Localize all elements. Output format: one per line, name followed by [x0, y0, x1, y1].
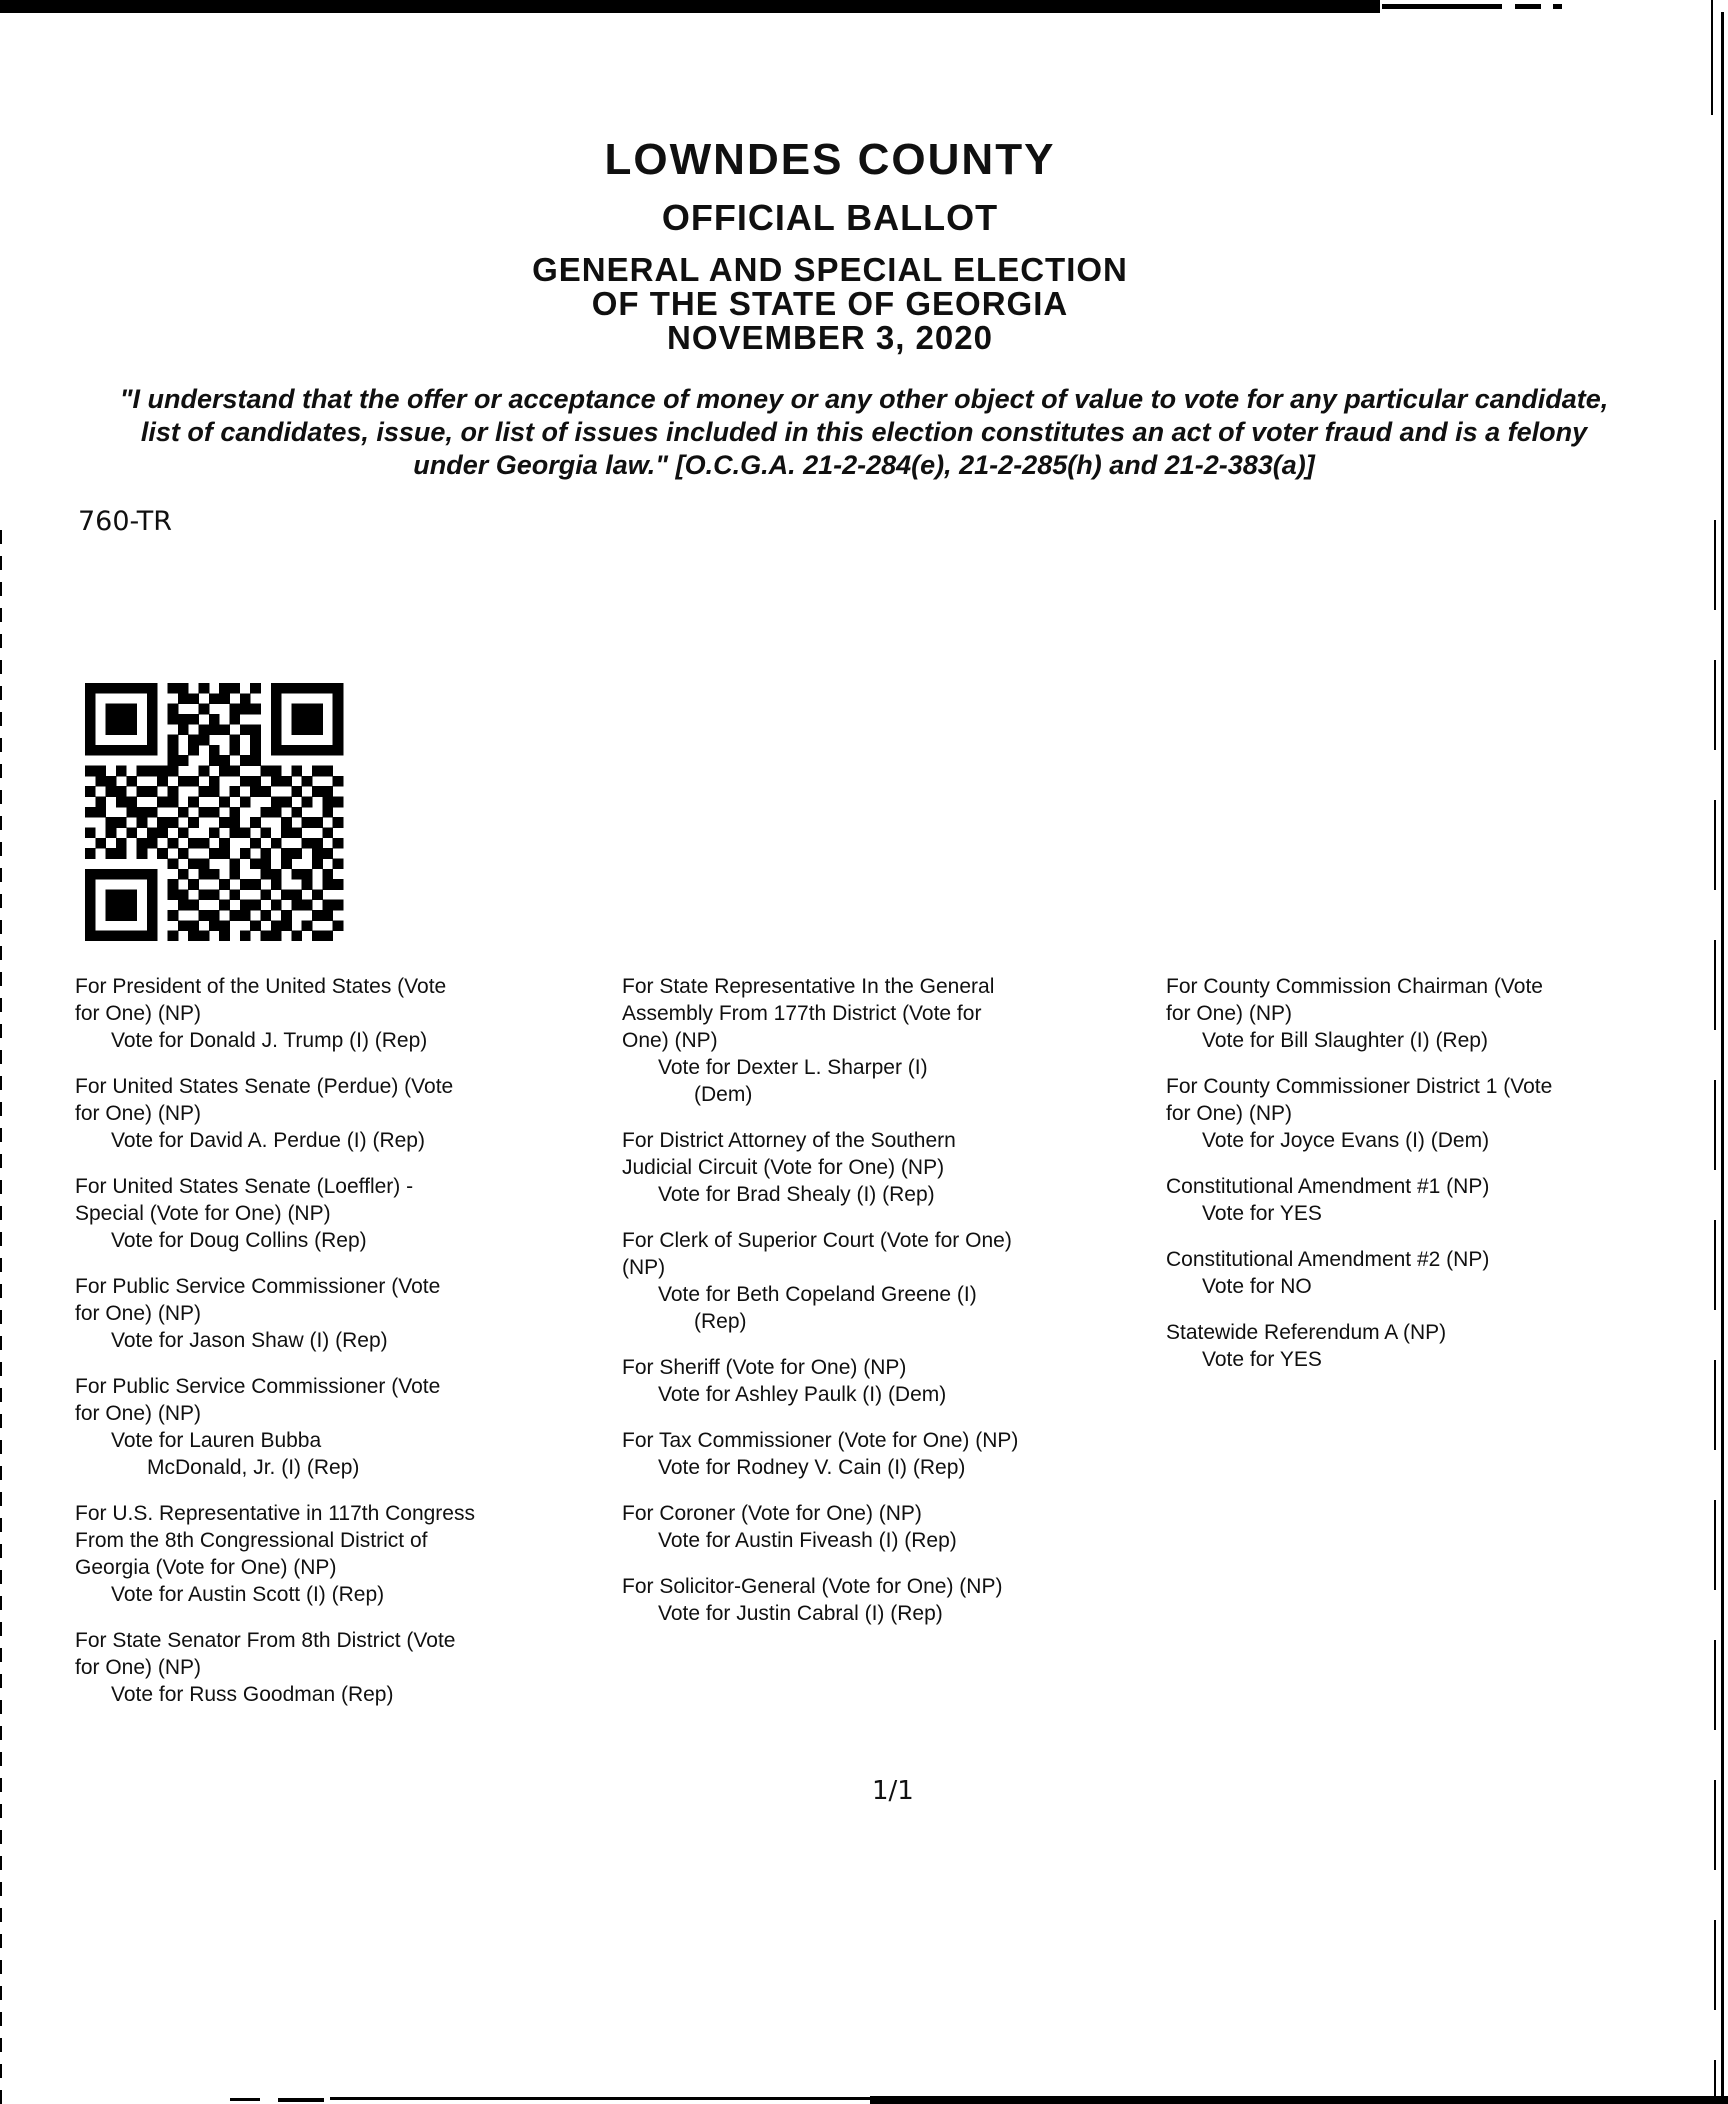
contest-title-line: Constitutional Amendment #2 (NP)	[1166, 1248, 1490, 1271]
ballot-header	[0, 135, 1660, 356]
election-date: NOVEMBER 3, 2020	[667, 319, 993, 356]
contest-block	[1166, 1246, 1552, 1300]
contest-block	[75, 973, 475, 1054]
contest-block	[622, 1127, 1018, 1208]
contest-title-line: For District Attorney of the Southern	[622, 1129, 956, 1152]
contest-block	[622, 1500, 1018, 1554]
scan-artifact-top-dash	[1553, 4, 1562, 9]
scan-artifact-bottom-dash	[230, 2098, 260, 2101]
disclaimer-line: under Georgia law." [O.C.G.A. 21-2-284(e), 21-2-285(h) and 21-2-383(a)]	[413, 450, 1315, 480]
contest-title-line: For State Senator From 8th District (Vote	[75, 1629, 456, 1652]
vote-result-line: Vote for Jason Shaw (I) (Rep)	[111, 1329, 388, 1352]
vote-result-line: Vote for Russ Goodman (Rep)	[111, 1683, 394, 1706]
contest-block	[1166, 1073, 1552, 1154]
contest-title-line: Georgia (Vote for One) (NP)	[75, 1556, 337, 1579]
contest-title-line: For United States Senate (Loeffler) -	[75, 1175, 414, 1198]
contest-title-line: For Solicitor-General (Vote for One) (NP)	[622, 1575, 1003, 1598]
scan-artifact-right-edge-top	[1711, 0, 1713, 115]
contest-title-line: Judicial Circuit (Vote for One) (NP)	[622, 1156, 945, 1179]
vote-result-line: Vote for Beth Copeland Greene (I)	[658, 1283, 977, 1306]
scan-artifact-bottom-line	[330, 2097, 870, 2100]
contest-title-line: For Public Service Commissioner (Vote	[75, 1275, 441, 1298]
precinct-code: 760-TR	[78, 506, 173, 537]
vote-result-continuation: McDonald, Jr. (I) (Rep)	[147, 1456, 360, 1479]
vote-result-line: Vote for Justin Cabral (I) (Rep)	[658, 1602, 943, 1625]
contest-title-line: For Clerk of Superior Court (Vote for One)	[622, 1229, 1012, 1252]
contest-block	[622, 1354, 1018, 1408]
vote-result-line: Vote for Lauren Bubba	[111, 1429, 322, 1452]
page-number: 1/1	[872, 1776, 914, 1806]
contest-title-line: for One) (NP)	[75, 1302, 202, 1325]
contest-block	[1166, 973, 1552, 1054]
contest-block	[1166, 1319, 1552, 1373]
contest-block	[75, 1073, 475, 1154]
contest-block	[75, 1627, 475, 1708]
contest-title-line: For Public Service Commissioner (Vote	[75, 1375, 441, 1398]
scan-artifact-left-edge	[0, 530, 2, 2104]
ballot-qr-code	[75, 683, 353, 941]
contest-title-line: for One) (NP)	[1166, 1102, 1293, 1125]
vote-result-line: Vote for Ashley Paulk (I) (Dem)	[658, 1383, 947, 1406]
vote-result-line: Vote for Bill Slaughter (I) (Rep)	[1202, 1029, 1488, 1052]
contest-block	[1166, 1173, 1552, 1227]
county-title: LOWNDES COUNTY	[604, 135, 1056, 184]
contest-title-line: For Tax Commissioner (Vote for One) (NP)	[622, 1429, 1019, 1452]
disclaimer-line: list of candidates, issue, or list of issues included in this election constitutes an act of voter fraud and is a felony	[140, 417, 1588, 447]
contest-title-line: for One) (NP)	[75, 1656, 202, 1679]
contest-title-line: for One) (NP)	[1166, 1002, 1293, 1025]
official-ballot-title: OFFICIAL BALLOT	[661, 197, 999, 238]
contest-block	[75, 1500, 475, 1608]
scan-artifact-top-bar	[0, 0, 1380, 13]
vote-result-continuation: (Rep)	[694, 1310, 747, 1333]
vote-result-line: Vote for Austin Fiveash (I) (Rep)	[658, 1529, 957, 1552]
scan-artifact-top-dash	[1515, 4, 1541, 9]
election-title-line1: GENERAL AND SPECIAL ELECTION	[532, 251, 1128, 288]
contest-block	[622, 973, 1018, 1108]
vote-result-line: Vote for Dexter L. Sharper (I)	[658, 1056, 928, 1079]
disclaimer-line: "I understand that the offer or acceptance of money or any other object of value to vote for any particular candidate,	[119, 384, 1609, 414]
vote-result-line: Vote for YES	[1202, 1202, 1322, 1225]
contest-title-line: For County Commissioner District 1 (Vote	[1166, 1075, 1553, 1098]
contest-block	[622, 1427, 1018, 1481]
contest-title-line: Special (Vote for One) (NP)	[75, 1202, 331, 1225]
vote-result-line: Vote for YES	[1202, 1348, 1322, 1371]
contest-block	[622, 1227, 1018, 1335]
contest-title-line: For President of the United States (Vote	[75, 975, 447, 998]
scan-artifact-bottom-bar	[870, 2096, 1728, 2104]
contest-title-line: Assembly From 177th District (Vote for	[622, 1002, 982, 1025]
contest-title-line: For Sheriff (Vote for One) (NP)	[622, 1356, 907, 1379]
ballot-column-2	[622, 973, 1018, 1646]
contest-title-line: For State Representative In the General	[622, 975, 995, 998]
contest-title-line: for One) (NP)	[75, 1402, 202, 1425]
vote-result-line: Vote for Donald J. Trump (I) (Rep)	[111, 1029, 428, 1052]
contest-title-line: One) (NP)	[622, 1029, 718, 1052]
vote-result-line: Vote for Joyce Evans (I) (Dem)	[1202, 1129, 1490, 1152]
contest-title-line: for One) (NP)	[75, 1102, 202, 1125]
vote-result-continuation: (Dem)	[694, 1083, 753, 1106]
contest-block	[75, 1273, 475, 1354]
contest-title-line: For United States Senate (Perdue) (Vote	[75, 1075, 454, 1098]
scan-artifact-bottom-dash	[278, 2098, 324, 2102]
vote-result-line: Vote for David A. Perdue (I) (Rep)	[111, 1129, 425, 1152]
election-title-line2: OF THE STATE OF GEORGIA	[591, 285, 1069, 322]
vote-result-line: Vote for Brad Shealy (I) (Rep)	[658, 1183, 935, 1206]
vote-result-line: Vote for Austin Scott (I) (Rep)	[111, 1583, 385, 1606]
contest-block	[622, 1573, 1018, 1627]
voter-fraud-disclaimer	[0, 383, 1728, 482]
ballot-column-3	[1166, 973, 1552, 1392]
vote-result-line: Vote for Rodney V. Cain (I) (Rep)	[658, 1456, 966, 1479]
scan-artifact-right-edge	[1721, 12, 1724, 2104]
vote-result-line: Vote for NO	[1202, 1275, 1312, 1298]
scan-artifact-right-edge-inner	[1714, 520, 1716, 2104]
vote-result-line: Vote for Doug Collins (Rep)	[111, 1229, 367, 1252]
contest-title-line: For County Commission Chairman (Vote	[1166, 975, 1543, 998]
contest-title-line: For U.S. Representative in 117th Congress	[75, 1502, 475, 1525]
contest-title-line: For Coroner (Vote for One) (NP)	[622, 1502, 922, 1525]
contest-title-line: From the 8th Congressional District of	[75, 1529, 428, 1552]
contest-block	[75, 1373, 475, 1481]
contest-title-line: (NP)	[622, 1256, 666, 1279]
ballot-column-1	[75, 973, 475, 1727]
contest-title-line: Statewide Referendum A (NP)	[1166, 1321, 1447, 1344]
contest-title-line: Constitutional Amendment #1 (NP)	[1166, 1175, 1490, 1198]
contest-title-line: for One) (NP)	[75, 1002, 202, 1025]
contest-block	[75, 1173, 475, 1254]
scan-artifact-top-line	[1382, 4, 1502, 9]
